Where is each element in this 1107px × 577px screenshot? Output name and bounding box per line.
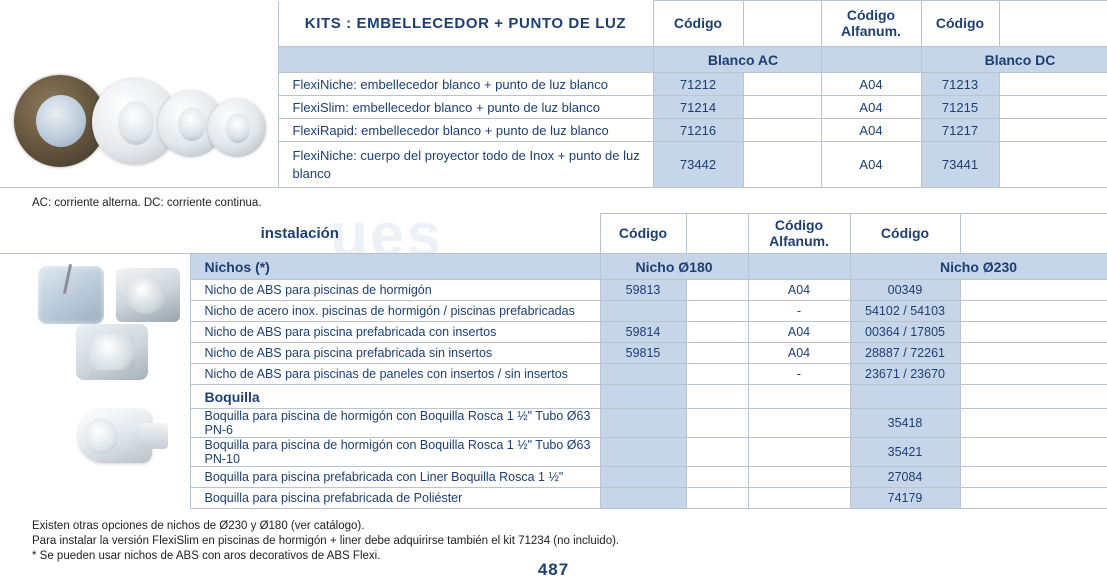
nicho-row-spacer1 bbox=[686, 301, 748, 322]
kits-row-spacer1 bbox=[743, 96, 821, 119]
boquilla-row-spacer2 bbox=[960, 467, 1107, 488]
kits-row-spacer2 bbox=[999, 73, 1107, 96]
boquilla-row-alfanum bbox=[748, 409, 850, 438]
inst-header-spacer-1 bbox=[686, 214, 748, 254]
nicho-row-spacer1 bbox=[686, 280, 748, 301]
boquilla-row-codigo1 bbox=[600, 438, 686, 467]
instalacion-header-row bbox=[0, 214, 1107, 254]
nichos-label: Nichos (*) bbox=[190, 254, 600, 280]
kits-row-codigo1: 73442 bbox=[653, 142, 743, 188]
boquilla-header-spacer2 bbox=[686, 385, 748, 409]
niche-product-photos bbox=[24, 262, 194, 390]
boquilla-row-desc: Boquilla para piscina de hormigón con Boquilla Rosca 1 ½" Tubo Ø63 PN-10 bbox=[190, 438, 600, 467]
kits-row-codigo1: 71212 bbox=[653, 73, 743, 96]
niche-photo-abs bbox=[38, 266, 104, 324]
nicho-row-spacer1 bbox=[686, 322, 748, 343]
nicho-180-label: Nicho Ø180 bbox=[600, 254, 748, 280]
background-watermark: ues bbox=[330, 201, 443, 270]
white-ring-photo-3 bbox=[208, 99, 266, 157]
boquilla-row-alfanum bbox=[748, 488, 850, 509]
kits-title: KITS : EMBELLECEDOR + PUNTO DE LUZ bbox=[278, 1, 653, 47]
kits-row-spacer1 bbox=[743, 142, 821, 188]
instalacion-title: instalación bbox=[0, 214, 600, 254]
boquilla-header-spacer5 bbox=[960, 385, 1107, 409]
boquilla-photo-cell bbox=[0, 385, 190, 509]
footnote-line-1: Existen otras opciones de nichos de Ø230 y Ø180 (ver catálogo). bbox=[32, 520, 365, 532]
nicho-row-codigo1 bbox=[600, 364, 686, 385]
boquilla-row-spacer2 bbox=[960, 409, 1107, 438]
nicho-row-desc: Nicho de ABS para piscinas de paneles con insertos / sin insertos bbox=[190, 364, 600, 385]
nicho-230-label: Nicho Ø230 bbox=[850, 254, 1107, 280]
boquilla-header-spacer4 bbox=[850, 385, 960, 409]
nicho-row-alfanum: - bbox=[748, 301, 850, 322]
nichos-section-header bbox=[0, 254, 1107, 280]
kits-header-codigo-1: Código bbox=[653, 1, 743, 47]
nicho-row-codigo1: 59814 bbox=[600, 322, 686, 343]
footnote-line-3: * Se pueden usar nichos de ABS con aros decorativos de ABS Flexi. bbox=[32, 550, 381, 563]
kits-row-desc: FlexiNiche: embellecedor blanco + punto de luz blanco bbox=[278, 73, 653, 96]
kits-row-alfanum: A04 bbox=[821, 142, 921, 188]
kits-row-codigo2: 73441 bbox=[921, 142, 999, 188]
ac-dc-note: AC: corriente alterna. DC: corriente continua. bbox=[32, 197, 262, 209]
inst-header-spacer-2 bbox=[960, 214, 1107, 254]
nicho-row-spacer2 bbox=[960, 301, 1107, 322]
boquilla-tail-shape bbox=[140, 423, 168, 449]
kits-row-desc: FlexiRapid: embellecedor blanco + punto de luz blanco bbox=[278, 119, 653, 142]
nicho-row-codigo2: 54102 / 54103 bbox=[850, 301, 960, 322]
kits-row-codigo2: 71215 bbox=[921, 96, 999, 119]
nicho-row-spacer1 bbox=[686, 364, 748, 385]
footnotes bbox=[32, 519, 619, 565]
boquilla-row-codigo1 bbox=[600, 488, 686, 509]
nicho-row-codigo2: 23671 / 23670 bbox=[850, 364, 960, 385]
boquilla-row-codigo2: 35421 bbox=[850, 438, 960, 467]
nicho-row-alfanum: - bbox=[748, 364, 850, 385]
nicho-row-desc: Nicho de acero inox. piscinas de hormigón / piscinas prefabricadas bbox=[190, 301, 600, 322]
boquilla-header-spacer3 bbox=[748, 385, 850, 409]
kits-row-codigo1: 71214 bbox=[653, 96, 743, 119]
nicho-row-desc: Nicho de ABS para piscinas de hormigón bbox=[190, 280, 600, 301]
boquilla-row-desc: Boquilla para piscina de hormigón con Boquilla Rosca 1 ½" Tubo Ø63 PN-6 bbox=[190, 409, 600, 438]
boquilla-product-photo bbox=[66, 399, 176, 475]
boquilla-row-codigo1 bbox=[600, 409, 686, 438]
kits-row-desc: FlexiNiche: cuerpo del proyector todo de Inox + punto de luz blanco bbox=[278, 142, 653, 188]
kits-subheader-blanco-dc: Blanco DC bbox=[921, 47, 1107, 73]
inst-header-codigo-2: Código bbox=[850, 214, 960, 254]
boquilla-row-spacer1 bbox=[686, 488, 748, 509]
boquilla-row-alfanum bbox=[748, 438, 850, 467]
nicho-row-codigo1: 59813 bbox=[600, 280, 686, 301]
nicho-row-spacer1 bbox=[686, 343, 748, 364]
nicho-row-codigo2: 28887 / 72261 bbox=[850, 343, 960, 364]
nicho-row-codigo2: 00349 bbox=[850, 280, 960, 301]
footnote-line-2: Para instalar la versión FlexiSlim en piscinas de hormigón + liner debe adquirirse también el kit 71234 (no incluido). bbox=[32, 535, 620, 548]
boquilla-row-spacer1 bbox=[686, 467, 748, 488]
nicho-row-spacer2 bbox=[960, 322, 1107, 343]
kits-subheader-blank-2 bbox=[821, 47, 921, 73]
instalacion-table bbox=[0, 213, 1107, 509]
kits-photo-cell bbox=[0, 1, 278, 188]
boquilla-row-codigo1 bbox=[600, 467, 686, 488]
inst-header-codigo-alfanum-line1: Código bbox=[774, 217, 824, 234]
kits-row-alfanum: A04 bbox=[821, 73, 921, 96]
nicho-row-codigo1: 59815 bbox=[600, 343, 686, 364]
boquilla-header-spacer1 bbox=[600, 385, 686, 409]
nicho-row-spacer2 bbox=[960, 280, 1107, 301]
kits-header-codigo-alfanum bbox=[821, 1, 921, 47]
niche-photo-inox bbox=[116, 268, 180, 322]
boquilla-row-spacer1 bbox=[686, 438, 748, 467]
nicho-row-spacer2 bbox=[960, 364, 1107, 385]
kits-row-spacer2 bbox=[999, 119, 1107, 142]
nichos-header-spacer bbox=[748, 254, 850, 280]
boquilla-row-codigo2: 35418 bbox=[850, 409, 960, 438]
kits-header-spacer-2 bbox=[999, 1, 1107, 47]
page-number: 487 bbox=[537, 560, 570, 577]
nicho-row-spacer2 bbox=[960, 343, 1107, 364]
kits-header-codigo-alfanum-line2: Alfanum. bbox=[841, 22, 901, 39]
niche-photo-panel bbox=[76, 324, 148, 380]
boquilla-row-codigo2: 27084 bbox=[850, 467, 960, 488]
boquilla-section-header bbox=[0, 385, 1107, 409]
boquilla-row-spacer2 bbox=[960, 488, 1107, 509]
kits-header-codigo-2: Código bbox=[921, 1, 999, 47]
nichos-photo-cell bbox=[0, 254, 190, 385]
kits-row-codigo1: 71216 bbox=[653, 119, 743, 142]
kits-header-codigo-alfanum-line1: Código bbox=[846, 7, 896, 24]
kits-row-desc: FlexiSlim: embellecedor blanco + punto de luz blanco bbox=[278, 96, 653, 119]
boquilla-row-desc: Boquilla para piscina prefabricada con Liner Boquilla Rosca 1 ½" bbox=[190, 467, 600, 488]
nicho-row-alfanum: A04 bbox=[748, 322, 850, 343]
inst-header-codigo-alfanum bbox=[748, 214, 850, 254]
kits-row-alfanum: A04 bbox=[821, 96, 921, 119]
kits-header-row bbox=[0, 1, 1107, 47]
inst-header-codigo-1: Código bbox=[600, 214, 686, 254]
kits-subheader-blanco-ac: Blanco AC bbox=[653, 47, 821, 73]
kit-product-photos bbox=[0, 49, 278, 189]
boquilla-row-desc: Boquilla para piscina prefabricada de Poliéster bbox=[190, 488, 600, 509]
nicho-row-codigo1 bbox=[600, 301, 686, 322]
kits-row-spacer2 bbox=[999, 142, 1107, 188]
kits-row-spacer2 bbox=[999, 96, 1107, 119]
boquilla-row-alfanum bbox=[748, 467, 850, 488]
boquilla-row-codigo2: 74179 bbox=[850, 488, 960, 509]
kits-header-spacer-1 bbox=[743, 1, 821, 47]
kits-row-codigo2: 71217 bbox=[921, 119, 999, 142]
kits-row-codigo2: 71213 bbox=[921, 73, 999, 96]
kits-row-alfanum: A04 bbox=[821, 119, 921, 142]
nicho-row-desc: Nicho de ABS para piscina prefabricada con insertos bbox=[190, 322, 600, 343]
kits-row-spacer1 bbox=[743, 119, 821, 142]
kits-subheader-blank bbox=[278, 47, 653, 73]
boquilla-label: Boquilla bbox=[190, 385, 600, 409]
inst-header-codigo-alfanum-line2: Alfanum. bbox=[769, 232, 829, 249]
kits-table bbox=[0, 0, 1107, 188]
kits-row-spacer1 bbox=[743, 73, 821, 96]
nicho-row-alfanum: A04 bbox=[748, 343, 850, 364]
nicho-row-alfanum: A04 bbox=[748, 280, 850, 301]
nicho-row-desc: Nicho de ABS para piscina prefabricada sin insertos bbox=[190, 343, 600, 364]
boquilla-row-spacer2 bbox=[960, 438, 1107, 467]
boquilla-row-spacer1 bbox=[686, 409, 748, 438]
nicho-row-codigo2: 00364 / 17805 bbox=[850, 322, 960, 343]
